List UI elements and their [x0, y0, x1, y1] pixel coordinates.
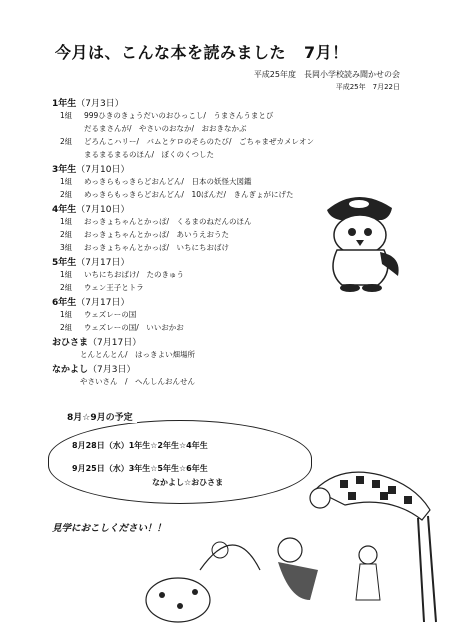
- organizer: 平成25年度 長岡小学校読み聞かせの会: [253, 70, 400, 79]
- class-label: 2組: [60, 323, 73, 332]
- book-row: [60, 189, 294, 200]
- storytelling-illustration: [140, 450, 440, 630]
- book-titles: おっきょちゃんとかっぱ/ あいうえおうた: [84, 230, 230, 239]
- book-row: [60, 176, 251, 187]
- grade-label: 3年生: [52, 165, 77, 175]
- grade-date: （7月17日）: [88, 338, 142, 348]
- book-row: [60, 322, 184, 333]
- grade-date: （7月10日）: [76, 205, 130, 215]
- schedule-line-1: 8月28日（水）1年生☆2年生☆4年生: [72, 441, 208, 450]
- book-titles: めっきらもっきらどおんどん/ 日本の妖怪大図鑑: [84, 177, 252, 186]
- class-label: 1組: [60, 111, 73, 120]
- book-titles: おっきょちゃんとかっぱ/ いちにちおばけ: [84, 243, 230, 252]
- page-title: 今月は、こんな本を読みました 7月！: [55, 43, 349, 62]
- book-row: [60, 216, 252, 227]
- grade-heading: [52, 255, 129, 268]
- class-label: 2組: [60, 230, 73, 239]
- book-row: [60, 229, 229, 240]
- book-titles: ウェズレーの国/ いいおかお: [84, 323, 184, 332]
- schedule-heading: 8月☆9月の予定: [63, 410, 137, 423]
- book-titles: 999ひきのきょうだいのおひっこし/ うまさんうまとび: [84, 111, 274, 120]
- mascot-illustration: [312, 180, 407, 300]
- book-titles: やさいさん / へんしんおんせん: [80, 377, 196, 386]
- book-row: [60, 282, 144, 293]
- class-label: 3組: [60, 243, 73, 252]
- book-titles: とんとんとん/ はっきよい畑場所: [80, 350, 196, 359]
- book-row: [80, 349, 195, 360]
- grade-label: 6年生: [52, 298, 77, 308]
- grade-label: なかよし: [52, 365, 89, 375]
- book-row: [80, 376, 195, 387]
- book-titles: ウェズレーの国: [84, 310, 137, 319]
- grade-label: 4年生: [52, 205, 77, 215]
- class-label: 1組: [60, 217, 73, 226]
- class-label: 1組: [60, 177, 73, 186]
- grade-heading: [52, 162, 129, 175]
- grade-label: 5年生: [52, 258, 77, 268]
- class-label: 2組: [60, 190, 73, 199]
- book-titles: おっきょちゃんとかっぱ/ くるまのねだんのほん: [84, 217, 252, 226]
- grade-label: 1年生: [52, 99, 77, 109]
- class-label: 2組: [60, 283, 73, 292]
- visit-message: 見学におこしください！！: [52, 523, 167, 534]
- grade-heading: [52, 96, 124, 109]
- book-titles: めっきらもっきらどおんどん/ 10ぱんだ/ きんぎょがにげた: [84, 190, 294, 199]
- book-titles-continued: まるまるまるのほん/ ぼくのくつした: [84, 150, 215, 159]
- class-label: 1組: [60, 270, 73, 279]
- grade-date: （7月17日）: [76, 298, 130, 308]
- grade-date: （7月3日）: [88, 365, 136, 375]
- book-row: [60, 136, 314, 147]
- book-row: [60, 269, 184, 280]
- grade-heading: [52, 202, 129, 215]
- grade-date: （7月3日）: [76, 99, 124, 109]
- book-row: [60, 309, 136, 320]
- book-titles: ウェン王子とトラ: [84, 283, 144, 292]
- schedule-line-2: 9月25日（水）3年生☆5年生☆6年生: [72, 464, 208, 473]
- book-titles-continued: だるまさんが/ やさいのおなか/ おおきなかぶ: [84, 124, 247, 133]
- grade-heading: [52, 335, 141, 348]
- grade-label: おひさま: [52, 338, 89, 348]
- schedule-line-3: なかよし☆おひさま: [152, 478, 224, 487]
- issue-date: 平成25年 7月22日: [335, 83, 400, 91]
- grade-date: （7月17日）: [76, 258, 130, 268]
- book-titles: いちにちおばけ/ たのきゅう: [84, 270, 185, 279]
- class-label: 2組: [60, 137, 73, 146]
- book-row: [60, 110, 273, 121]
- grade-heading: [52, 362, 135, 375]
- grade-date: （7月10日）: [76, 165, 130, 175]
- month-label: 7月！: [304, 43, 349, 62]
- class-label: 1組: [60, 310, 73, 319]
- book-titles: どろんこハリー/ バムとケロのそらのたび/ ごちゃまぜカメレオン: [84, 137, 315, 146]
- book-row: [60, 242, 229, 253]
- grade-heading: [52, 295, 129, 308]
